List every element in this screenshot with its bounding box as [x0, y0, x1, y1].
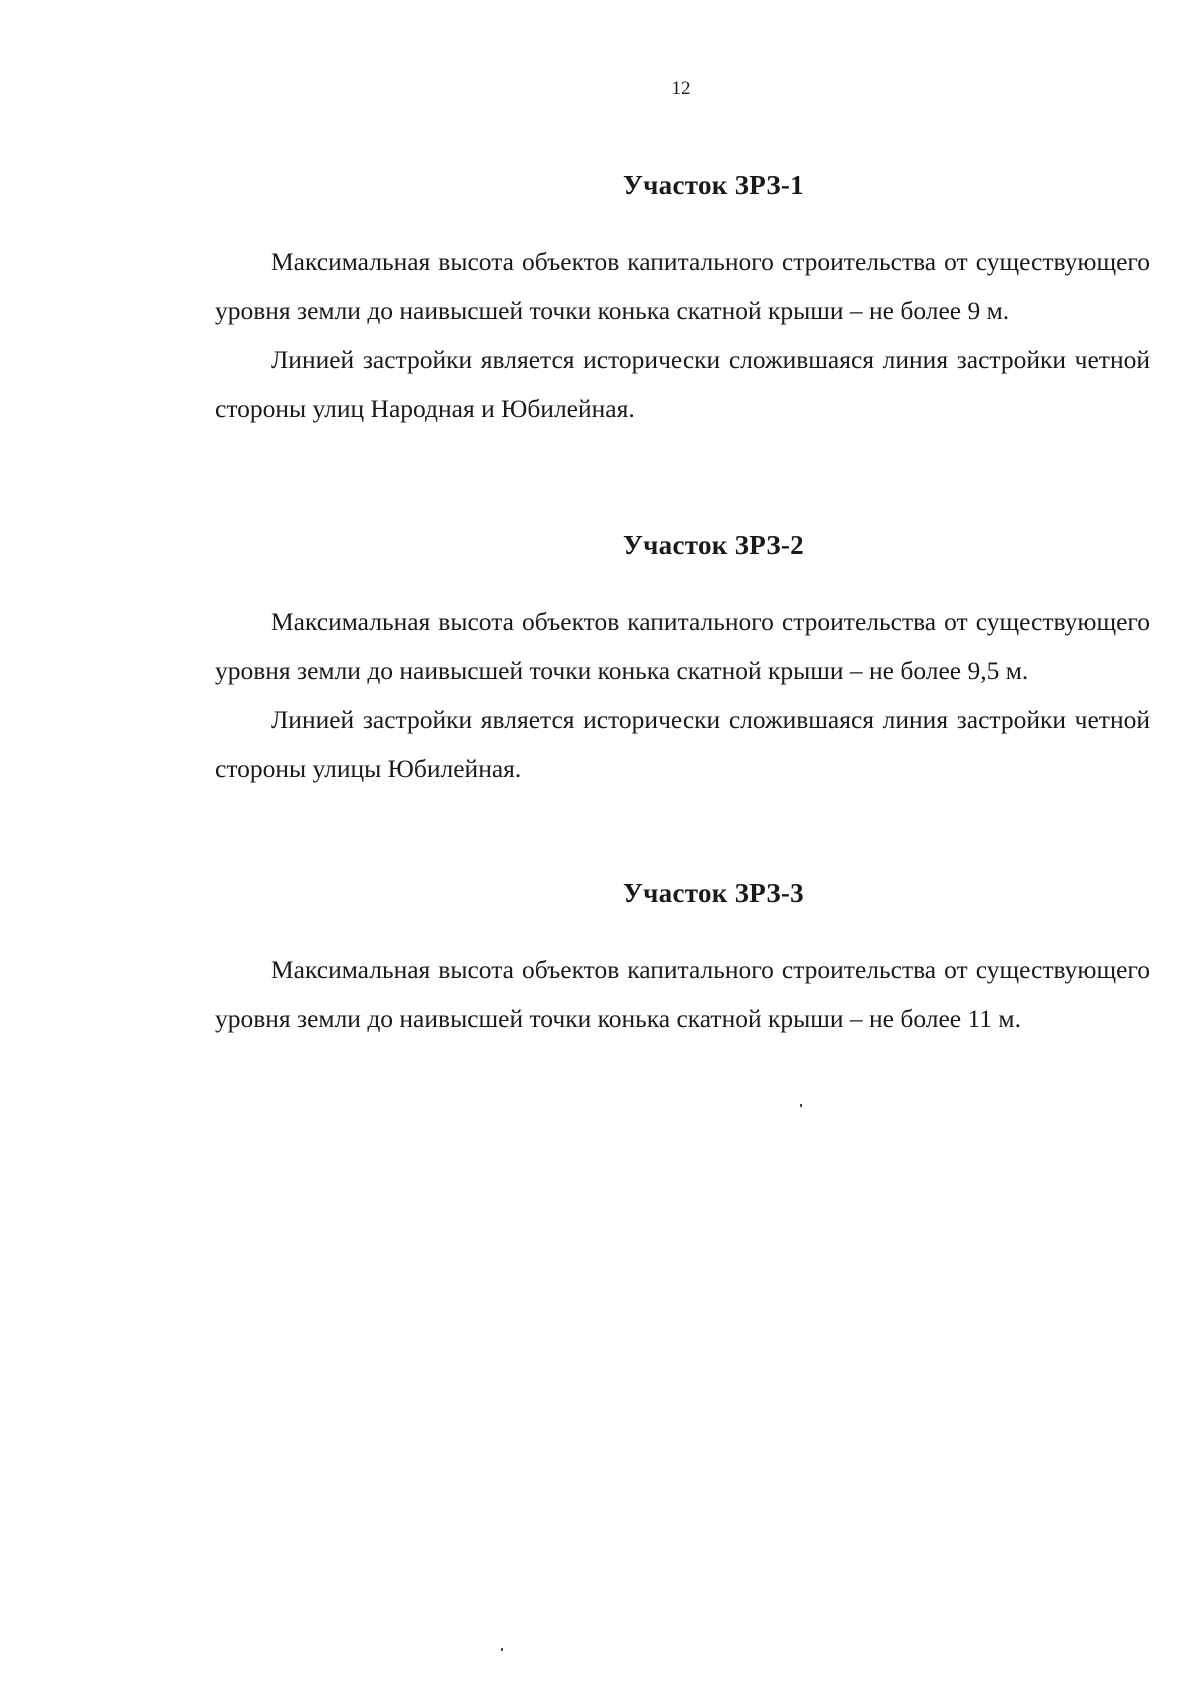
section-title: Участок ЗРЗ-2: [623, 530, 804, 560]
paragraph-building-line: Линией застройки является исторически сложившаяся линия застройки четной стороны улиц Народная и Юбилейная.: [215, 345, 1150, 423]
section-zrz-2: [215, 530, 1150, 793]
page-number: 12: [671, 78, 691, 99]
paragraph-max-height: Максимальная высота объектов капитального строительства от существующего уровня земли до наивысшей точки конька скатной крыши – не более 9 м.: [215, 247, 1150, 325]
paragraph-max-height: Максимальная высота объектов капитального строительства от существующего уровня земли до наивысшей точки конька скатной крыши – не более 11 м.: [215, 955, 1150, 1033]
scan-speck: [800, 1104, 802, 1107]
section-title: Участок ЗРЗ-3: [623, 878, 804, 908]
paragraph-building-line: Линией застройки является исторически сложившаяся линия застройки четной стороны улицы Юбилейная.: [215, 705, 1150, 783]
section-zrz-3: [215, 878, 1150, 1043]
paragraph-max-height: Максимальная высота объектов капитального строительства от существующего уровня земли до наивысшей точки конька скатной крыши – не более 9,5 м.: [215, 607, 1150, 685]
section-title: Участок ЗРЗ-1: [623, 170, 804, 200]
scan-speck: [501, 1648, 503, 1651]
section-zrz-1: [215, 170, 1150, 433]
